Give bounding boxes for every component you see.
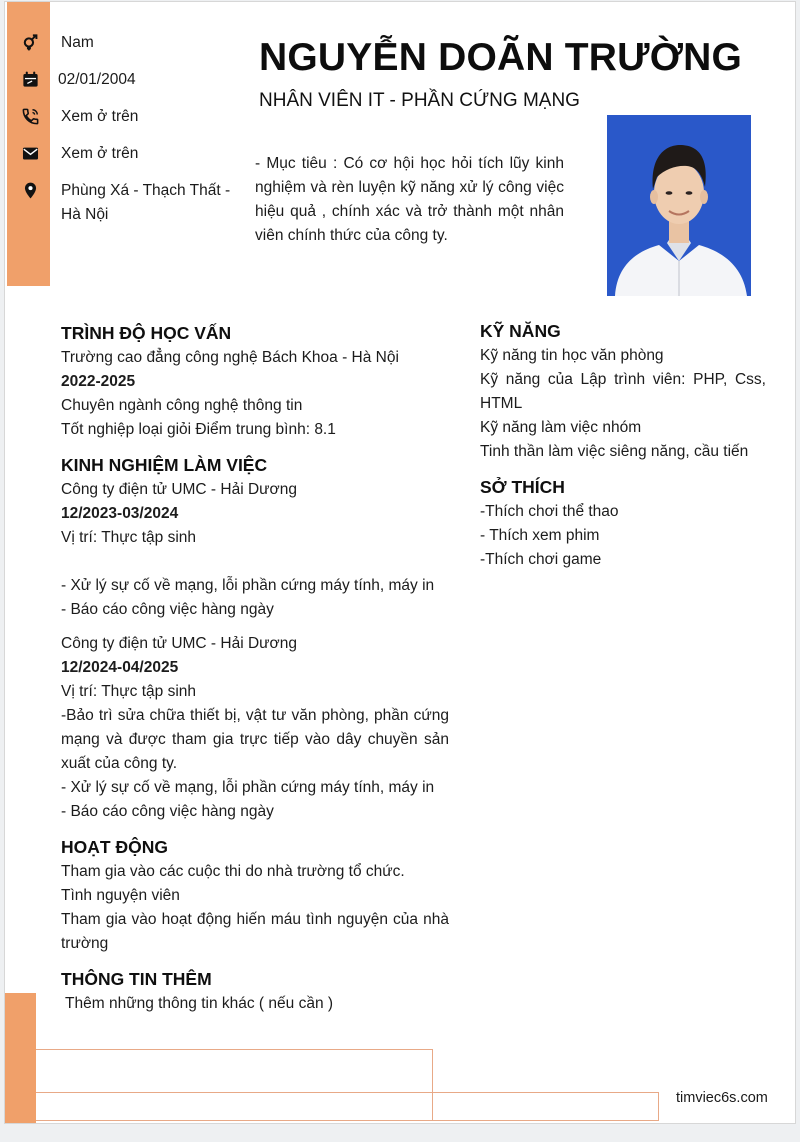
- contact-gender: [19, 31, 94, 55]
- job-2-role: Vị trí: Thực tập sinh: [61, 683, 197, 700]
- cv-page: [4, 1, 796, 1124]
- right-column: [480, 318, 766, 572]
- activity-item: Tham gia vào các cuộc thi do nhà trường tổ chức.: [61, 863, 405, 880]
- activity-item: Tham gia vào hoạt động hiến máu tình nguyện của nhà trường: [61, 911, 449, 952]
- education-grade: Tốt nghiệp loại giỏi Điểm trung bình: 8.1: [61, 421, 336, 438]
- job-1-duty: - Xử lý sự cố về mạng, lỗi phần cứng máy tính, máy in: [61, 577, 435, 594]
- career-objective: - Mục tiêu : Có cơ hội học hỏi tích lũy kinh nghiệm và rèn luyện kỹ năng xử lý công việc hiệu quả , chính xác và trở thành một nhân viên chính thức của công ty.: [255, 155, 564, 244]
- contact-gender-text: Nam: [61, 34, 94, 51]
- skill-item: Kỹ năng tin học văn phòng: [480, 347, 664, 364]
- job-2-period: 12/2024-04/2025: [61, 659, 179, 676]
- phone-icon: [19, 105, 41, 127]
- job-2-duty: - Báo cáo công việc hàng ngày: [61, 803, 274, 820]
- skills-title: KỸ NĂNG: [480, 321, 561, 341]
- skill-item: Tinh thần làm việc siêng năng, cầu tiến: [480, 443, 749, 460]
- contact-email-text: Xem ở trên: [61, 145, 139, 162]
- activity-item: Tình nguyện viên: [61, 887, 180, 904]
- contact-phone: [19, 105, 138, 129]
- profile-photo: [607, 115, 751, 296]
- envelope-icon: [19, 142, 41, 164]
- decorative-frame-lower: [36, 1092, 659, 1121]
- job-2-duty: -Bảo trì sửa chữa thiết bị, vật tư văn phòng, phần cứng mạng và được tham gia trực tiếp vào dây chuyền sản xuất của công ty.: [61, 707, 449, 772]
- hobby-item: -Thích chơi game: [480, 551, 602, 568]
- contact-email: [19, 142, 138, 166]
- job-1-company: Công ty điện tử UMC - Hải Dương: [61, 481, 297, 498]
- skill-item: Kỹ năng của Lập trình viên: PHP, Css, HTML: [480, 371, 766, 412]
- education-title: TRÌNH ĐỘ HỌC VẤN: [61, 323, 232, 343]
- education-major: Chuyên ngành công nghệ thông tin: [61, 397, 303, 414]
- candidate-name: NGUYỄN DOÃN TRƯỜNG: [259, 36, 743, 79]
- job-1-period: 12/2023-03/2024: [61, 505, 179, 522]
- hobby-item: - Thích xem phim: [480, 527, 600, 544]
- hobbies-title: SỞ THÍCH: [480, 477, 565, 497]
- hobby-item: -Thích chơi thể thao: [480, 503, 619, 520]
- education-years: 2022-2025: [61, 373, 136, 390]
- left-column: [61, 320, 449, 1016]
- calendar-icon: [19, 68, 41, 90]
- education-school: Trường cao đẳng công nghệ Bách Khoa - Hà Nội: [61, 349, 399, 366]
- experience-title: KINH NGHIỆM LÀM VIỆC: [61, 455, 268, 475]
- additional-info-text: Thêm những thông tin khác ( nếu cần ): [61, 995, 334, 1012]
- additional-info-title: THÔNG TIN THÊM: [61, 969, 212, 989]
- job-1-role: Vị trí: Thực tập sinh: [61, 529, 197, 546]
- contact-phone-text: Xem ở trên: [61, 108, 139, 125]
- job-2-company: Công ty điện tử UMC - Hải Dương: [61, 635, 297, 652]
- job-title: NHÂN VIÊN IT - PHẦN CỨNG MẠNG: [259, 90, 580, 111]
- accent-bar-bottom: [5, 993, 36, 1124]
- skill-item: Kỹ năng làm việc nhóm: [480, 419, 642, 436]
- contact-address: [19, 179, 231, 227]
- job-1-duty: - Báo cáo công việc hàng ngày: [61, 601, 274, 618]
- job-2-duty: - Xử lý sự cố về mạng, lỗi phần cứng máy tính, máy in: [61, 779, 435, 796]
- contact-birthdate-text: 02/01/2004: [58, 71, 136, 88]
- gender-icon: [19, 31, 41, 53]
- contact-address-text: Phùng Xá - Thạch Thất - Hà Nội: [61, 182, 231, 223]
- location-pin-icon: [19, 179, 41, 201]
- contact-birthdate: [19, 68, 136, 92]
- footer-website: timviec6s.com: [676, 1090, 768, 1106]
- activities-title: HOẠT ĐỘNG: [61, 837, 168, 857]
